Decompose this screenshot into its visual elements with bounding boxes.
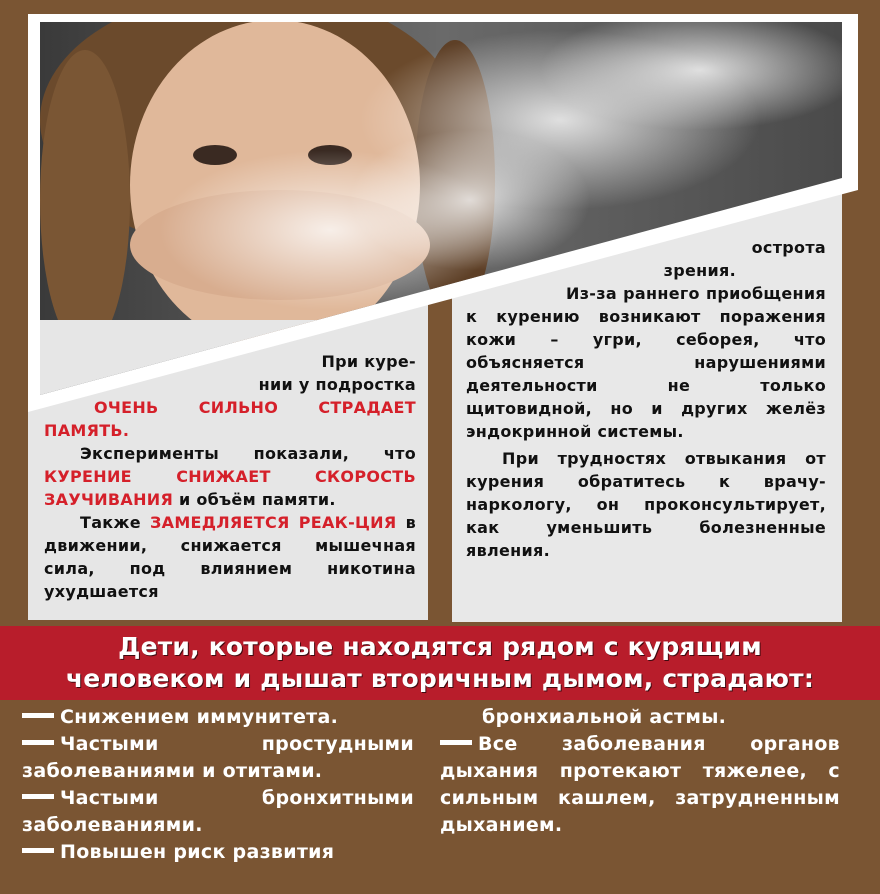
right-line1: острота	[751, 238, 826, 257]
list-item-text: Повышен риск развития	[60, 841, 335, 863]
right-p1: Из-за раннего приобщения к курению возникают поражения кожи – угри, себорея, что объясняется нарушениями деятельности не только щитовидной, но и других желёз эндокринной системы.	[466, 284, 826, 441]
dash-icon	[22, 713, 54, 718]
list-item	[22, 731, 414, 785]
list-item-text: Все заболевания органов дыхания протекают тяжелее, с сильным кашлем, затрудненным дыханием.	[440, 733, 840, 836]
effects-list-right	[440, 704, 840, 839]
list-item-text: Снижением иммунитета.	[60, 706, 339, 728]
banner-line1: Дети, которые находятся рядом с курящим	[118, 632, 762, 661]
left-p1-line2: нии у подростка	[258, 375, 416, 394]
left-p2-start: Эксперименты показали, что	[80, 444, 416, 463]
left-p3	[44, 511, 416, 603]
dash-icon	[22, 740, 54, 745]
learning-speed-warning: КУРЕНИЕ СНИЖАЕТ СКОРОСТЬ ЗАУЧИВАНИЯ	[44, 467, 416, 509]
reaction-warning: ЗАМЕДЛЯЕТСЯ РЕАК-ЦИЯ	[149, 513, 397, 532]
dash-icon	[22, 794, 54, 799]
list-item-text: Частыми простудными заболеваниями и отитами.	[22, 733, 414, 782]
list-item	[22, 839, 414, 866]
list-item-text: Частыми бронхитными заболеваниями.	[22, 787, 414, 836]
right-line2: зрения.	[663, 261, 736, 280]
list-item	[440, 731, 840, 839]
list-item	[22, 704, 414, 731]
list-continuation: бронхиальной астмы.	[482, 706, 727, 728]
left-text-block	[44, 350, 416, 603]
left-p2-end: и объём памяти.	[178, 490, 336, 509]
left-p1-line1: При куре-	[321, 352, 416, 371]
left-p3-start: Также	[80, 513, 141, 532]
banner-text	[66, 631, 814, 695]
banner-line2: человеком и дышат вторичным дымом, страдают:	[65, 664, 815, 693]
dash-icon	[22, 848, 54, 853]
dash-icon	[440, 740, 472, 745]
warning-banner	[0, 626, 880, 700]
left-p3-end: в движении, снижается мышечная сила, под влиянием никотина ухудшается	[44, 513, 417, 601]
left-p2	[44, 442, 416, 511]
memory-warning: ОЧЕНЬ СИЛЬНО СТРАДАЕТ ПАМЯТЬ.	[44, 398, 416, 440]
list-item	[22, 785, 414, 839]
effects-list-left	[22, 704, 414, 866]
right-text-block	[466, 236, 826, 562]
left-p1-red	[44, 396, 416, 442]
right-p2: При трудностях отвыкания от курения обратитесь к врачу-наркологу, он проконсультирует, как уменьшить болезненные явления.	[466, 449, 826, 560]
